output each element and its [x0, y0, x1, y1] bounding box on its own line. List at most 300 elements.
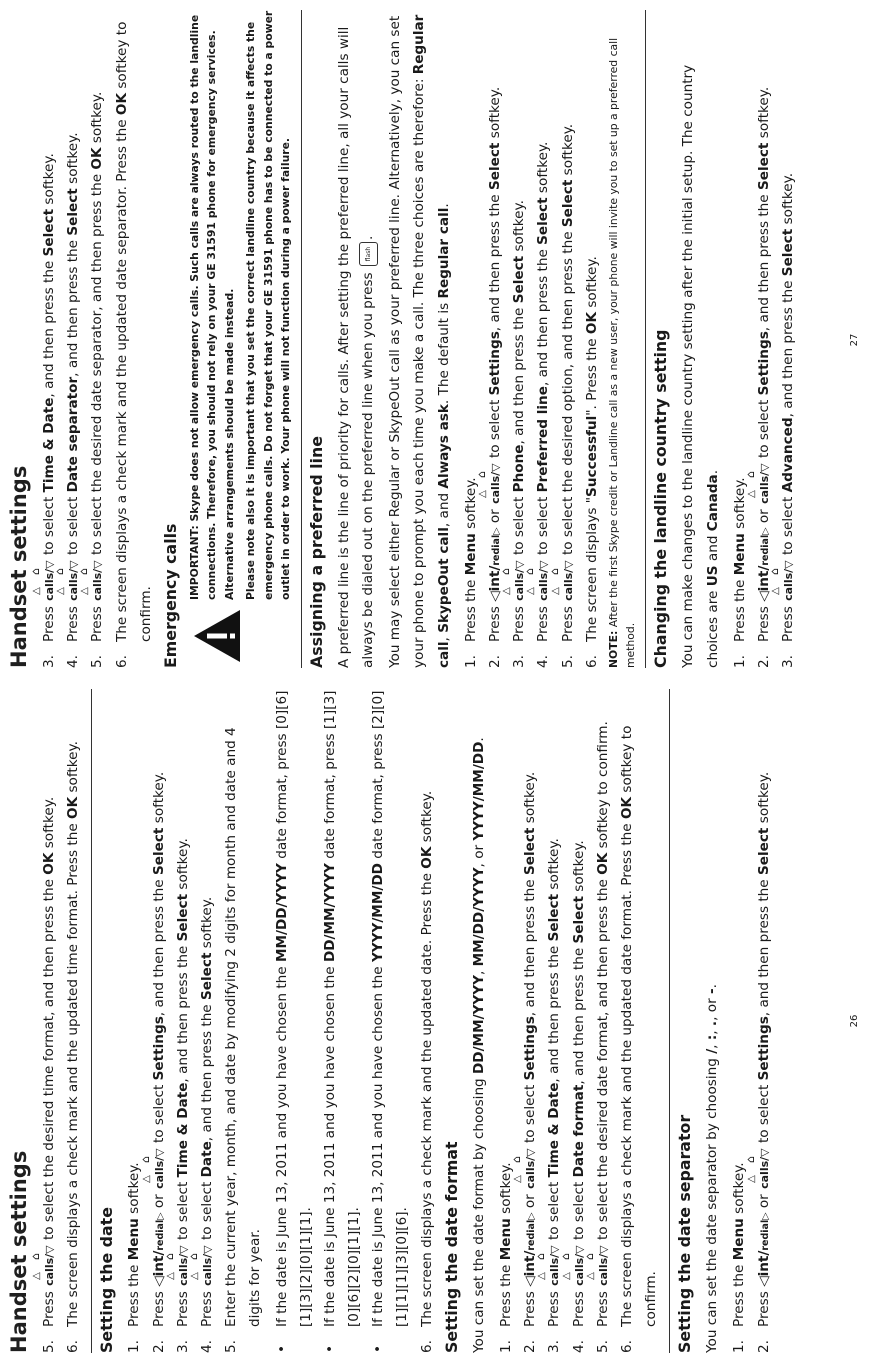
- text: , and then press the: [511, 303, 528, 445]
- phonebook-icon: ⌂: [510, 1155, 524, 1163]
- step-number: 4.: [198, 1340, 215, 1353]
- step-number: 4.: [570, 1340, 587, 1353]
- text: , or: [470, 840, 487, 868]
- bullet-icon: •: [321, 1344, 338, 1353]
- text: . The default is: [435, 298, 452, 405]
- page-27: [0, 0, 874, 680]
- heading-setting-date: Setting the date: [91, 689, 117, 1353]
- calls-down-key-icon: [768, 560, 796, 601]
- key-label: calls/▽: [757, 463, 771, 504]
- text: to select: [174, 1177, 191, 1245]
- phonebook-icon: ⌂: [186, 1252, 200, 1260]
- text: , and then press the: [780, 276, 797, 418]
- text: date format, press [1][3][0][6][2][0][1][1].: [321, 690, 363, 1327]
- text: , and then press the: [150, 875, 167, 1017]
- text: Press: [755, 1286, 772, 1327]
- text: Press the: [498, 1260, 514, 1327]
- up-arrow-icon: △: [549, 587, 561, 595]
- calls-down-key-icon: [29, 1245, 57, 1286]
- calls-down-key-icon: [534, 1245, 562, 1286]
- text: , and then press the: [522, 875, 539, 1017]
- page-number: 27: [849, 333, 861, 347]
- step-item: [580, 10, 604, 668]
- up-arrow-icon: △: [31, 1272, 43, 1280]
- calls-down-key-icon: [582, 1245, 610, 1286]
- separator-option: .: [704, 1020, 721, 1027]
- text: ,: [704, 1026, 721, 1035]
- text: softkey.: [198, 896, 215, 953]
- up-arrow-icon: △: [536, 1272, 548, 1280]
- phonebook-icon: ⌂: [499, 567, 513, 575]
- text: .: [470, 737, 487, 742]
- text: to select: [570, 1177, 587, 1245]
- text: Press the: [462, 575, 479, 642]
- phonebook-icon: ⌂: [53, 567, 67, 575]
- text: softkey.: [731, 477, 748, 534]
- text: softkey.: [583, 256, 600, 312]
- menu-option: OK: [594, 852, 611, 875]
- calls-down-key-icon: [558, 1245, 586, 1286]
- text: Press: [41, 601, 58, 642]
- key-label: ◁int/: [522, 1250, 539, 1287]
- menu-option: OK: [113, 92, 130, 116]
- text: softkey.: [41, 153, 58, 209]
- step-item: [768, 10, 800, 668]
- separator-steps: [727, 689, 775, 1353]
- step-number: 6.: [583, 655, 600, 668]
- text: Enter the current year, month, and date by modifying 2 digits for month and date and 4 digits for year.: [223, 727, 264, 1327]
- step-number: 1.: [498, 1340, 514, 1353]
- format-steps: [494, 689, 663, 1353]
- text: softkey.: [755, 771, 772, 828]
- option: SkypeOut call: [435, 527, 452, 633]
- up-arrow-icon: △: [55, 587, 67, 595]
- step-number: 2.: [486, 655, 503, 668]
- up-arrow-icon: △: [770, 587, 782, 595]
- bullet-item: [270, 689, 318, 1353]
- phonebook-icon: ⌂: [768, 567, 782, 575]
- up-arrow-icon: △: [31, 587, 43, 595]
- option: Regular call: [435, 207, 452, 299]
- menu-option: Successful: [583, 415, 600, 497]
- key-label: redial▷: [526, 1212, 538, 1251]
- step-item: [219, 689, 267, 1353]
- softkey-name: Select: [174, 893, 191, 942]
- text: You may select either Regular or SkypeOut call as your preferred line. Alternatively, you can set your phone to prompt you each time you make a call. The three choices are therefore:: [387, 15, 428, 668]
- preferred-paragraph-1: [332, 10, 380, 668]
- menu-option: Date: [198, 1141, 215, 1178]
- text: or: [522, 1189, 539, 1213]
- text: , and then press the: [755, 190, 772, 332]
- page-26: [0, 681, 874, 1361]
- preferred-paragraph-2: [383, 10, 456, 668]
- text: The screen displays a check mark and the updated time format. Press the: [65, 818, 82, 1327]
- text: .: [360, 235, 377, 241]
- text: to select: [755, 395, 772, 463]
- menu-option: Time & Date: [41, 397, 58, 493]
- text: date format, press [2][0][1][1][1][3][0][6].: [370, 690, 411, 1327]
- text: Press: [535, 601, 552, 642]
- bullet-icon: •: [273, 1344, 290, 1353]
- step-number: 1.: [462, 655, 479, 668]
- menu-option: OK: [618, 796, 635, 820]
- up-arrow-icon: △: [525, 587, 537, 595]
- text: ,: [435, 632, 452, 642]
- important-paragraph: Please note also it is important that you set the correct landline country because it affects the emergency phone calls. Do not forget that your GE 31591 phone has to be connected to a power outlet in order to work. Your phone will not function during a power failure.: [244, 10, 293, 600]
- text: softkey.: [41, 796, 58, 853]
- text: to select: [65, 492, 82, 560]
- up-arrow-icon: △: [584, 1272, 596, 1280]
- heading-date-separator: Setting the date separator: [669, 689, 695, 1353]
- date-format: YYYY/MM/DD: [370, 863, 387, 963]
- text: , and then press the: [486, 190, 503, 332]
- int-redial-key-icon: [756, 1212, 772, 1286]
- phonebook-icon: ⌂: [162, 1252, 176, 1260]
- key-label: calls/▽: [43, 560, 57, 601]
- menu-option: Settings: [486, 331, 503, 396]
- calls-down-key-icon: [53, 560, 81, 601]
- text: softkey.: [498, 1162, 514, 1219]
- step-number: 6.: [418, 1340, 435, 1353]
- step-item: [122, 689, 146, 1353]
- calls-down-key-icon: [29, 560, 57, 601]
- text: to select the desired time format, and then press the: [41, 874, 58, 1245]
- calls-down-key-icon: [510, 1148, 538, 1189]
- step-item: [29, 689, 61, 1353]
- key-label: ◁int/: [755, 565, 772, 602]
- up-arrow-icon: △: [476, 490, 488, 498]
- landline-steps: [728, 10, 801, 668]
- up-arrow-icon: △: [140, 1175, 152, 1183]
- up-arrow-icon: △: [164, 1272, 176, 1280]
- phonebook-icon: ⌂: [558, 1252, 572, 1260]
- text: , or: [704, 994, 721, 1021]
- softkey-name: Select: [511, 255, 528, 304]
- key-label: calls/▽: [176, 1245, 190, 1286]
- format-option: MM/DD/YYYY: [470, 867, 487, 967]
- calls-down-key-icon: [523, 560, 551, 601]
- text: softkey.: [780, 172, 797, 229]
- text: Press: [546, 1286, 563, 1327]
- date-format: DD/MM/YYYY: [321, 863, 338, 963]
- up-arrow-icon: △: [512, 1175, 524, 1183]
- step-number: 3.: [780, 655, 797, 668]
- step-number: 5.: [559, 655, 576, 668]
- key-label: calls/▽: [513, 560, 527, 601]
- step-number: 5.: [41, 1340, 58, 1353]
- menu-option: Select: [559, 179, 576, 228]
- key-label: calls/▽: [548, 1245, 562, 1286]
- text: softkey to confirm.: [594, 721, 611, 853]
- phonebook-icon: ⌂: [138, 1155, 152, 1163]
- menu-option: Preferred line: [535, 386, 552, 493]
- step-number: 2.: [522, 1340, 539, 1353]
- text: , and then press the: [570, 943, 587, 1085]
- text: Press the: [731, 1260, 748, 1327]
- heading-emergency-calls: Emergency calls: [161, 523, 181, 668]
- menu-option: Time & Date: [546, 1082, 563, 1178]
- text: You can set the date format by choosing: [470, 1073, 487, 1353]
- step-number: 1.: [731, 1340, 748, 1353]
- text: The screen displays a check mark and the updated date format. Press the: [618, 819, 635, 1327]
- key-label: calls/▽: [91, 560, 105, 601]
- landline-intro: [676, 10, 724, 668]
- step-item: [415, 689, 439, 1353]
- text: Press: [511, 601, 528, 642]
- text: to select: [198, 1177, 215, 1245]
- text: to select: [755, 1080, 772, 1148]
- menu-option: Date format: [570, 1084, 587, 1178]
- step-item: [727, 689, 751, 1353]
- bullet-icon: •: [370, 1344, 387, 1353]
- step-item: [110, 10, 158, 668]
- text: Press: [780, 601, 797, 642]
- softkey-name: Select: [486, 142, 503, 191]
- text: , and: [435, 488, 452, 528]
- calls-down-key-icon: [77, 560, 105, 601]
- step-number: 6.: [65, 1340, 82, 1353]
- softkey-name: Select: [198, 952, 215, 1000]
- phonebook-icon: ⌂: [29, 1252, 43, 1260]
- text: softkey.: [755, 86, 772, 143]
- text: to select: [546, 1177, 563, 1245]
- text: and: [704, 531, 721, 566]
- step-item: [61, 689, 85, 1353]
- text: , and then press the: [41, 256, 58, 398]
- text: .: [704, 984, 721, 989]
- step-number: 2.: [150, 1340, 167, 1353]
- step-number: 3.: [41, 655, 58, 668]
- menu-option: Settings: [522, 1016, 539, 1081]
- text: to select the desired option, and then press the: [559, 227, 576, 560]
- text: or: [755, 504, 772, 528]
- key-label: ◁int/: [486, 565, 503, 602]
- page-title: Handset settings: [7, 465, 31, 668]
- calls-down-key-icon: [499, 560, 527, 601]
- softkey-name: Select: [755, 827, 772, 876]
- page-number: 26: [849, 1014, 861, 1028]
- text: softkey.: [65, 132, 82, 189]
- step-item: [459, 10, 483, 668]
- text: softkey.: [89, 91, 106, 148]
- text: A preferred line is the line of priority for calls. After setting the preferred line, all your calls will always be dialed out on the preferred line when you press: [335, 26, 377, 668]
- date-final-step: [415, 689, 439, 1353]
- key-label: calls/▽: [782, 560, 796, 601]
- text: Press the: [126, 1260, 143, 1327]
- menu-option: Menu: [731, 1218, 748, 1261]
- text: The screen displays a check mark and the updated date separator. Press the: [113, 115, 130, 642]
- text: If the date is June 13, 2011 and you have chosen the: [370, 962, 387, 1327]
- step-number: 6.: [113, 655, 130, 668]
- step-item: [77, 10, 109, 668]
- bullet-item: [318, 689, 366, 1353]
- step-number: 2.: [755, 655, 772, 668]
- step-number: 6.: [618, 1340, 635, 1353]
- text: or: [150, 1189, 167, 1213]
- warning-icon: [192, 608, 242, 664]
- text: softkey to confirm.: [618, 725, 660, 1327]
- text: Press: [150, 1286, 167, 1327]
- step-number: 1.: [731, 655, 748, 668]
- step-number: 3.: [546, 1340, 563, 1353]
- step-number: 5.: [89, 655, 106, 668]
- text: You can make changes to the landline country setting after the initial setup. The country choices are: [680, 64, 721, 668]
- softkey-name: Select: [522, 827, 539, 876]
- step-item: [743, 689, 776, 1353]
- step-number: 4.: [65, 655, 82, 668]
- step-number: 5.: [223, 1340, 240, 1353]
- text: Press: [41, 1286, 58, 1327]
- format-option: DD/MM/YYYY: [470, 975, 487, 1074]
- text: or: [755, 1189, 772, 1213]
- text: to select: [150, 1080, 167, 1148]
- calls-down-key-icon: [186, 1245, 214, 1286]
- text: ,: [470, 966, 487, 976]
- softkey-name: Select: [150, 827, 167, 876]
- format-intro: [467, 689, 491, 1353]
- up-arrow-icon: △: [501, 587, 513, 595]
- heading-preferred-line: Assigning a preferred line: [301, 10, 327, 668]
- text: softkey.: [535, 141, 552, 198]
- text: Press: [755, 601, 772, 642]
- step-number: 1.: [126, 1340, 143, 1353]
- softkey-name: Select: [535, 197, 552, 245]
- text: to select: [535, 492, 552, 560]
- phonebook-icon: ⌂: [523, 567, 537, 575]
- key-label: ◁int/: [150, 1250, 167, 1287]
- text: Press: [65, 601, 82, 642]
- text: to select: [511, 492, 528, 560]
- menu-option: Time & Date: [174, 1082, 191, 1178]
- separator-option: /: [704, 1048, 721, 1054]
- format-option: YYYY/MM/DD: [470, 741, 487, 841]
- step-number: 3.: [174, 1340, 191, 1353]
- text: Press: [198, 1286, 215, 1327]
- text: Press: [570, 1286, 587, 1327]
- up-arrow-icon: △: [79, 587, 91, 595]
- phonebook-icon: ⌂: [534, 1252, 548, 1260]
- key-label: redial▷: [154, 1212, 166, 1251]
- date-steps: [122, 689, 267, 1353]
- text: softkey.: [418, 790, 435, 847]
- menu-option: Phone: [511, 444, 528, 493]
- text: Press: [174, 1286, 191, 1327]
- menu-option: Menu: [731, 533, 748, 576]
- text: to select: [780, 492, 797, 560]
- separator-intro: [700, 689, 724, 1353]
- text: , and then press the: [65, 235, 82, 377]
- text: softkey.: [462, 477, 479, 534]
- note-text: After the first Skype credit or Landline call as a new user, your phone will invite you to set up a preferred call method.: [606, 37, 637, 668]
- text: .: [435, 203, 452, 208]
- menu-option: Advanced: [780, 417, 797, 493]
- intro-steps: [29, 689, 85, 1353]
- softkey-name: OK: [583, 311, 600, 335]
- text: The screen displays ": [583, 496, 600, 642]
- preferred-steps: [459, 10, 604, 668]
- text: softkey to confirm.: [113, 21, 154, 642]
- key-label: calls/▽: [524, 1148, 538, 1189]
- text: softkey.: [126, 1162, 143, 1219]
- text: softkey.: [570, 840, 587, 897]
- key-label: redial▷: [759, 1212, 771, 1251]
- step-item: [547, 10, 580, 668]
- softkey-name: Select: [780, 228, 797, 277]
- text: to select: [486, 395, 503, 463]
- phonebook-icon: ⌂: [743, 1155, 757, 1163]
- calls-down-key-icon: [743, 1148, 771, 1189]
- text: Press: [486, 601, 503, 642]
- text: to select the desired date separator, and then press the: [89, 169, 106, 560]
- softkey-name: Select: [570, 896, 587, 944]
- text: or: [486, 504, 503, 528]
- softkey-name: Select: [41, 208, 58, 257]
- option: Regular call: [411, 14, 452, 668]
- key-label: calls/▽: [67, 560, 81, 601]
- text: to select: [41, 492, 58, 560]
- separator-option: :: [704, 1034, 721, 1041]
- text: , and then press the: [755, 875, 772, 1017]
- key-label: calls/▽: [488, 463, 502, 504]
- text: If the date is June 13, 2011 and you have chosen the: [273, 962, 290, 1327]
- key-label: ◁int/: [755, 1250, 772, 1287]
- up-arrow-icon: △: [560, 1272, 572, 1280]
- phonebook-icon: ⌂: [77, 567, 91, 575]
- heading-date-format: Setting the date format: [441, 1141, 461, 1353]
- phonebook-icon: ⌂: [29, 567, 43, 575]
- date-examples: [270, 689, 415, 1353]
- up-arrow-icon: △: [745, 490, 757, 498]
- separator-steps-cont: [29, 10, 158, 668]
- page-title: Handset settings: [7, 1150, 31, 1353]
- phonebook-icon: ⌂: [582, 1252, 596, 1260]
- step-item: [615, 689, 663, 1353]
- country-option: Canada: [704, 474, 721, 532]
- step-item: [494, 689, 518, 1353]
- text: softkey.: [486, 86, 503, 143]
- key-label: calls/▽: [757, 1148, 771, 1189]
- key-label: calls/▽: [152, 1148, 166, 1189]
- up-arrow-icon: △: [188, 1272, 200, 1280]
- text: ,: [704, 1040, 721, 1049]
- text: ". Press the: [583, 334, 600, 416]
- text: softkey.: [522, 771, 539, 828]
- menu-option: Settings: [150, 1016, 167, 1081]
- text: to select the desired date format, and then press the: [594, 874, 611, 1245]
- text: Press: [559, 601, 576, 642]
- key-label: calls/▽: [596, 1245, 610, 1286]
- important-text: [186, 10, 295, 600]
- step-item: [186, 689, 219, 1353]
- key-label: redial▷: [759, 527, 771, 566]
- bullet-item: [366, 689, 414, 1353]
- calls-down-key-icon: [162, 1245, 190, 1286]
- text: Press: [89, 601, 106, 642]
- text: softkey.: [150, 771, 167, 828]
- menu-option: Date separator: [65, 376, 82, 493]
- key-label: redial▷: [490, 527, 502, 566]
- step-item: [582, 689, 615, 1353]
- step-number: 3.: [511, 655, 528, 668]
- text: Press: [594, 1286, 611, 1327]
- text: softkey.: [731, 1162, 748, 1219]
- key-label: calls/▽: [43, 1245, 57, 1286]
- step-number: 5.: [594, 1340, 611, 1353]
- option: Always ask: [435, 404, 452, 489]
- up-arrow-icon: △: [745, 1175, 757, 1183]
- text: You can set the date separator by choosing: [704, 1053, 721, 1353]
- text: If the date is June 13, 2011 and you have chosen the: [321, 962, 338, 1327]
